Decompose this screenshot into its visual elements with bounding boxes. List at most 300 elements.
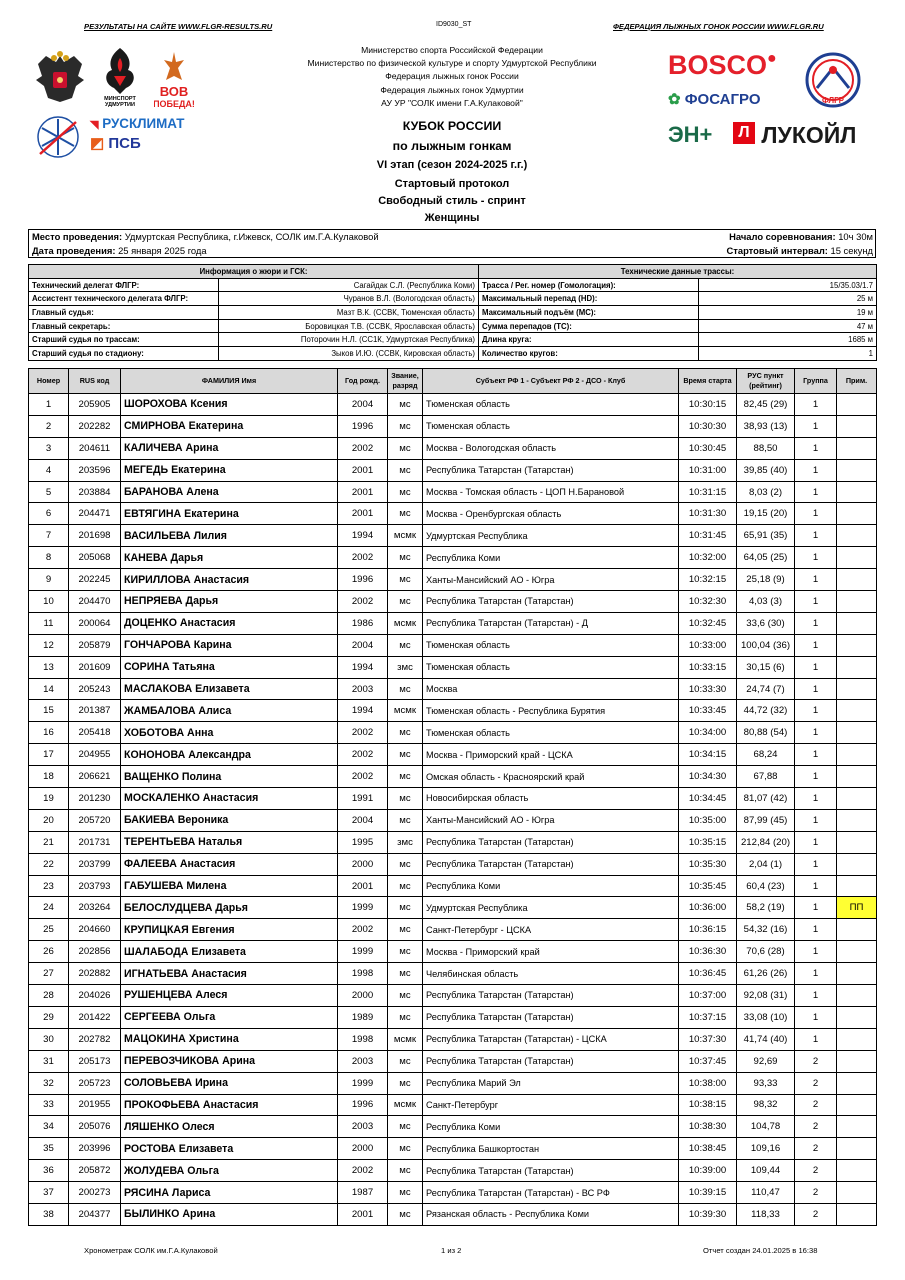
cell-athlete-name: ФАЛЕЕВА Анастасия bbox=[121, 853, 338, 875]
cell-bib-number: 4 bbox=[29, 459, 69, 481]
cell-group: 1 bbox=[795, 481, 837, 503]
table-row bbox=[29, 985, 877, 1007]
cell-start-time: 10:36:30 bbox=[679, 941, 737, 963]
cell-note bbox=[837, 1160, 877, 1182]
cell-region: Москва bbox=[423, 678, 679, 700]
cell-rus-code: 201387 bbox=[69, 700, 121, 722]
cell-athlete-name: ВАЩЕНКО Полина bbox=[121, 766, 338, 788]
interval-value: 15 секунд bbox=[830, 245, 873, 256]
cell-region: Ханты-Мансийский АО - Югра bbox=[423, 809, 679, 831]
cell-birth-year: 2002 bbox=[338, 591, 388, 613]
cell-start-time: 10:33:30 bbox=[679, 678, 737, 700]
cell-group: 1 bbox=[795, 1028, 837, 1050]
cell-bib-number: 35 bbox=[29, 1138, 69, 1160]
cell-bib-number: 21 bbox=[29, 831, 69, 853]
jury-row bbox=[29, 347, 479, 361]
cell-rus-code: 205905 bbox=[69, 394, 121, 416]
cell-group: 1 bbox=[795, 766, 837, 788]
jury-table bbox=[28, 264, 479, 361]
cell-rus-points: 109,16 bbox=[737, 1138, 795, 1160]
cell-athlete-name: РУШЕНЦЕВА Алеся bbox=[121, 985, 338, 1007]
cell-rus-points: 93,33 bbox=[737, 1072, 795, 1094]
cell-rus-code: 201230 bbox=[69, 788, 121, 810]
cell-birth-year: 1998 bbox=[338, 963, 388, 985]
cell-note bbox=[837, 809, 877, 831]
cell-region: Москва - Приморский край - ЦСКА bbox=[423, 744, 679, 766]
cell-start-time: 10:31:00 bbox=[679, 459, 737, 481]
cell-bib-number: 16 bbox=[29, 722, 69, 744]
cell-group: 1 bbox=[795, 853, 837, 875]
cell-bib-number: 22 bbox=[29, 853, 69, 875]
col-header-group: Группа bbox=[795, 369, 837, 394]
cell-birth-year: 1994 bbox=[338, 656, 388, 678]
federation-site-link[interactable]: ФЕДЕРАЦИЯ ЛЫЖНЫХ ГОНОК РОССИИ WWW.FLGR.RU bbox=[613, 22, 824, 31]
table-row bbox=[29, 1050, 877, 1072]
cell-bib-number: 2 bbox=[29, 415, 69, 437]
cell-athlete-name: ШАЛАБОДА Елизавета bbox=[121, 941, 338, 963]
cell-athlete-name: ЛЯШЕНКО Олеся bbox=[121, 1116, 338, 1138]
venue-place bbox=[32, 231, 379, 242]
cell-start-time: 10:39:00 bbox=[679, 1160, 737, 1182]
jury-person: Мазт В.К. (ССВК, Тюменская область) bbox=[219, 306, 479, 320]
cell-birth-year: 2002 bbox=[338, 1160, 388, 1182]
fosagro-logo-text: ФОСАГРО bbox=[684, 91, 761, 108]
track-param: Количество кругов: bbox=[479, 347, 699, 361]
cell-rus-points: 118,33 bbox=[737, 1203, 795, 1225]
cell-athlete-name: СМИРНОВА Екатерина bbox=[121, 415, 338, 437]
cell-birth-year: 2002 bbox=[338, 722, 388, 744]
cell-group: 1 bbox=[795, 831, 837, 853]
cell-bib-number: 11 bbox=[29, 612, 69, 634]
cell-rus-code: 205418 bbox=[69, 722, 121, 744]
cell-group: 1 bbox=[795, 591, 837, 613]
cell-birth-year: 2001 bbox=[338, 1203, 388, 1225]
cell-region: Республика Татарстан (Татарстан) bbox=[423, 985, 679, 1007]
cell-start-time: 10:38:45 bbox=[679, 1138, 737, 1160]
cell-rus-code: 202856 bbox=[69, 941, 121, 963]
cell-rus-points: 70,6 (28) bbox=[737, 941, 795, 963]
cell-sport-rank: мс bbox=[388, 547, 423, 569]
cell-rus-points: 65,91 (35) bbox=[737, 525, 795, 547]
cell-sport-rank: мсмк bbox=[388, 612, 423, 634]
cell-rus-code: 202245 bbox=[69, 569, 121, 591]
cell-athlete-name: ПРОКОФЬЕВА Анастасия bbox=[121, 1094, 338, 1116]
cell-group: 2 bbox=[795, 1072, 837, 1094]
cell-note bbox=[837, 722, 877, 744]
cell-rus-points: 68,24 bbox=[737, 744, 795, 766]
cell-sport-rank: мс bbox=[388, 788, 423, 810]
cell-start-time: 10:33:45 bbox=[679, 700, 737, 722]
cell-rus-points: 33,08 (10) bbox=[737, 1006, 795, 1028]
table-row bbox=[29, 1028, 877, 1050]
cell-start-time: 10:30:30 bbox=[679, 415, 737, 437]
cell-region: Москва - Оренбургская область bbox=[423, 503, 679, 525]
track-param: Сумма перепадов (TC): bbox=[479, 319, 699, 333]
cell-group: 2 bbox=[795, 1094, 837, 1116]
cell-note bbox=[837, 853, 877, 875]
cell-group: 1 bbox=[795, 963, 837, 985]
cell-rus-code: 201731 bbox=[69, 831, 121, 853]
cell-rus-code: 204026 bbox=[69, 985, 121, 1007]
jury-person: Боровицкая Т.В. (ССВК, Ярославская область) bbox=[219, 319, 479, 333]
svg-text:ПОБЕДА!: ПОБЕДА! bbox=[154, 99, 194, 109]
cell-sport-rank: мсмк bbox=[388, 1094, 423, 1116]
cell-rus-code: 202782 bbox=[69, 1028, 121, 1050]
cell-note bbox=[837, 1050, 877, 1072]
cell-rus-points: 67,88 bbox=[737, 766, 795, 788]
table-row bbox=[29, 394, 877, 416]
cell-start-time: 10:39:30 bbox=[679, 1203, 737, 1225]
table-row bbox=[29, 656, 877, 678]
cell-sport-rank: мс bbox=[388, 591, 423, 613]
competition-title bbox=[250, 117, 654, 176]
gender-line: Женщины bbox=[424, 212, 480, 224]
cell-rus-points: 87,99 (45) bbox=[737, 809, 795, 831]
document-id: ID9030_ST bbox=[436, 21, 472, 28]
cell-group: 1 bbox=[795, 569, 837, 591]
cell-start-time: 10:37:45 bbox=[679, 1050, 737, 1072]
cell-sport-rank: мс bbox=[388, 1203, 423, 1225]
cell-region: Челябинская область bbox=[423, 963, 679, 985]
cell-rus-code: 204377 bbox=[69, 1203, 121, 1225]
cell-athlete-name: КАЛИЧЕВА Арина bbox=[121, 437, 338, 459]
cell-group: 1 bbox=[795, 809, 837, 831]
cell-bib-number: 13 bbox=[29, 656, 69, 678]
table-row bbox=[29, 941, 877, 963]
cell-start-time: 10:32:30 bbox=[679, 591, 737, 613]
cell-region: Тюменская область bbox=[423, 394, 679, 416]
cell-note bbox=[837, 941, 877, 963]
cell-athlete-name: БЕЛОСЛУДЦЕВА Дарья bbox=[121, 897, 338, 919]
cell-bib-number: 9 bbox=[29, 569, 69, 591]
table-row bbox=[29, 831, 877, 853]
cell-sport-rank: мс bbox=[388, 985, 423, 1007]
cell-start-time: 10:38:15 bbox=[679, 1094, 737, 1116]
interval-label: Стартовый интервал: bbox=[726, 245, 828, 256]
cell-athlete-name: БАКИЕВА Вероника bbox=[121, 809, 338, 831]
jury-person: Зыков И.Ю. (ССВК, Кировская область) bbox=[219, 347, 479, 361]
table-row bbox=[29, 415, 877, 437]
cell-group: 2 bbox=[795, 1138, 837, 1160]
cell-birth-year: 1995 bbox=[338, 831, 388, 853]
jury-table-title: Информация о жюри и ГСК: bbox=[29, 265, 479, 279]
cell-note bbox=[837, 1138, 877, 1160]
cell-start-time: 10:34:00 bbox=[679, 722, 737, 744]
cell-group: 2 bbox=[795, 1116, 837, 1138]
cell-note bbox=[837, 656, 877, 678]
russia-coat-of-arms-logo bbox=[34, 50, 86, 106]
cell-birth-year: 2002 bbox=[338, 919, 388, 941]
cell-rus-code: 205243 bbox=[69, 678, 121, 700]
cell-rus-points: 80,88 (54) bbox=[737, 722, 795, 744]
track-value: 19 м bbox=[699, 306, 877, 320]
flgr-logo-text: ФЛГР bbox=[821, 96, 844, 105]
cell-group: 1 bbox=[795, 656, 837, 678]
cell-birth-year: 1999 bbox=[338, 941, 388, 963]
cell-note bbox=[837, 547, 877, 569]
table-row bbox=[29, 1094, 877, 1116]
table-row bbox=[29, 1006, 877, 1028]
date-label: Дата проведения: bbox=[32, 245, 116, 256]
cell-athlete-name: БЫЛИНКО Арина bbox=[121, 1203, 338, 1225]
cell-group: 1 bbox=[795, 525, 837, 547]
cell-rus-points: 61,26 (26) bbox=[737, 963, 795, 985]
cell-sport-rank: змс bbox=[388, 831, 423, 853]
cell-group: 1 bbox=[795, 744, 837, 766]
cell-start-time: 10:34:45 bbox=[679, 788, 737, 810]
track-row bbox=[479, 306, 877, 320]
table-row bbox=[29, 547, 877, 569]
cell-athlete-name: СОЛОВЬЕВА Ирина bbox=[121, 1072, 338, 1094]
cell-sport-rank: мс bbox=[388, 809, 423, 831]
jury-role: Ассистент технического делегата ФЛГР: bbox=[29, 292, 219, 306]
cell-note bbox=[837, 525, 877, 547]
cell-sport-rank: мс bbox=[388, 634, 423, 656]
cell-rus-code: 205720 bbox=[69, 809, 121, 831]
cell-sport-rank: мс bbox=[388, 1006, 423, 1028]
cell-rus-code: 201698 bbox=[69, 525, 121, 547]
track-param: Максимальный подъём (MC): bbox=[479, 306, 699, 320]
cell-note bbox=[837, 1116, 877, 1138]
cell-bib-number: 23 bbox=[29, 875, 69, 897]
protocol-title bbox=[250, 176, 654, 227]
cell-rus-points: 212,84 (20) bbox=[737, 831, 795, 853]
cell-sport-rank: мсмк bbox=[388, 1028, 423, 1050]
cell-athlete-name: МАСЛАКОВА Елизавета bbox=[121, 678, 338, 700]
cell-group: 2 bbox=[795, 1160, 837, 1182]
cell-note bbox=[837, 831, 877, 853]
cell-start-time: 10:37:00 bbox=[679, 985, 737, 1007]
cell-region: Москва - Вологодская область bbox=[423, 437, 679, 459]
cell-birth-year: 1994 bbox=[338, 700, 388, 722]
start-value: 10ч 30м bbox=[838, 231, 873, 242]
cell-region: Республика Татарстан (Татарстан) bbox=[423, 1160, 679, 1182]
cell-region: Республика Коми bbox=[423, 875, 679, 897]
psb-logo-text: ПСБ bbox=[108, 135, 141, 152]
cell-note bbox=[837, 766, 877, 788]
cell-birth-year: 1996 bbox=[338, 415, 388, 437]
cell-rus-code: 204955 bbox=[69, 744, 121, 766]
cell-bib-number: 33 bbox=[29, 1094, 69, 1116]
cell-start-time: 10:37:30 bbox=[679, 1028, 737, 1050]
table-row bbox=[29, 1116, 877, 1138]
cell-start-time: 10:30:15 bbox=[679, 394, 737, 416]
rusklimat-logo-text: РУСКЛИМАТ bbox=[102, 116, 185, 131]
cell-region: Республика Марий Эл bbox=[423, 1072, 679, 1094]
jury-person: Сагайдак С.Л. (Республика Коми) bbox=[219, 278, 479, 292]
cell-birth-year: 2001 bbox=[338, 503, 388, 525]
track-value: 25 м bbox=[699, 292, 877, 306]
organizer-line: Федерация лыжных гонок России bbox=[385, 71, 519, 82]
fosagro-logo: ✿ ФОСАГРО bbox=[668, 91, 761, 108]
cell-group: 1 bbox=[795, 919, 837, 941]
cell-birth-year: 1986 bbox=[338, 612, 388, 634]
col-header-rus-points: РУС пункт (рейтинг) bbox=[737, 369, 795, 394]
cell-rus-code: 204471 bbox=[69, 503, 121, 525]
organizer-line: АУ УР "СОЛК имени Г.А.Кулаковой" bbox=[381, 97, 523, 108]
start-label: Начало соревнования: bbox=[729, 231, 836, 242]
title-line-2: по лыжным гонкам bbox=[392, 138, 512, 153]
cell-sport-rank: мс bbox=[388, 481, 423, 503]
cell-rus-code: 203884 bbox=[69, 481, 121, 503]
cell-sport-rank: мс bbox=[388, 1072, 423, 1094]
cell-bib-number: 31 bbox=[29, 1050, 69, 1072]
cell-rus-code: 205068 bbox=[69, 547, 121, 569]
cell-start-time: 10:38:30 bbox=[679, 1116, 737, 1138]
cell-birth-year: 2000 bbox=[338, 853, 388, 875]
cell-rus-code: 201422 bbox=[69, 1006, 121, 1028]
cell-note bbox=[837, 415, 877, 437]
table-header-row bbox=[29, 369, 877, 394]
cell-bib-number: 12 bbox=[29, 634, 69, 656]
cell-sport-rank: мс bbox=[388, 722, 423, 744]
cell-sport-rank: мс bbox=[388, 875, 423, 897]
cell-rus-points: 92,08 (31) bbox=[737, 985, 795, 1007]
cell-birth-year: 2004 bbox=[338, 394, 388, 416]
cell-note bbox=[837, 459, 877, 481]
cell-sport-rank: мс bbox=[388, 678, 423, 700]
venue-date bbox=[32, 245, 207, 256]
cell-rus-points: 30,15 (6) bbox=[737, 656, 795, 678]
track-param: Трасса / Рег. номер (Гомологация): bbox=[479, 278, 699, 292]
cell-group: 2 bbox=[795, 1203, 837, 1225]
cell-birth-year: 2004 bbox=[338, 809, 388, 831]
psb-logo: ◩ ПСБ bbox=[90, 135, 141, 152]
cell-athlete-name: ИГНАТЬЕВА Анастасия bbox=[121, 963, 338, 985]
col-header-region: Субъект РФ 1 - Субъект РФ 2 - ДСО - Клуб bbox=[423, 369, 679, 394]
cell-rus-code: 203996 bbox=[69, 1138, 121, 1160]
table-row bbox=[29, 1160, 877, 1182]
cell-birth-year: 2003 bbox=[338, 1116, 388, 1138]
cell-region: Республика Башкортостан bbox=[423, 1138, 679, 1160]
cell-athlete-name: ДОЦЕНКО Анастасия bbox=[121, 612, 338, 634]
cell-rus-code: 203793 bbox=[69, 875, 121, 897]
cell-bib-number: 5 bbox=[29, 481, 69, 503]
col-header-rank: Звание, разряд bbox=[388, 369, 423, 394]
cell-start-time: 10:35:15 bbox=[679, 831, 737, 853]
table-row bbox=[29, 591, 877, 613]
place-label: Место проведения: bbox=[32, 231, 123, 242]
cell-start-time: 10:35:00 bbox=[679, 809, 737, 831]
cell-athlete-name: КАНЕВА Дарья bbox=[121, 547, 338, 569]
results-site-link[interactable]: РЕЗУЛЬТАТЫ НА САЙТЕ WWW.FLGR-RESULTS.RU bbox=[84, 22, 273, 31]
protocol-line: Стартовый протокол bbox=[394, 178, 510, 190]
cell-group: 1 bbox=[795, 897, 837, 919]
start-interval bbox=[727, 245, 874, 256]
table-row bbox=[29, 766, 877, 788]
cell-rus-code: 203799 bbox=[69, 853, 121, 875]
cell-birth-year: 2001 bbox=[338, 481, 388, 503]
cell-rus-points: 41,74 (40) bbox=[737, 1028, 795, 1050]
cell-start-time: 10:32:00 bbox=[679, 547, 737, 569]
table-row bbox=[29, 722, 877, 744]
cell-note: ПП bbox=[837, 897, 877, 919]
table-row bbox=[29, 1182, 877, 1204]
cell-bib-number: 32 bbox=[29, 1072, 69, 1094]
cell-note bbox=[837, 503, 877, 525]
cell-start-time: 10:38:00 bbox=[679, 1072, 737, 1094]
col-header-number: Номер bbox=[29, 369, 69, 394]
footer-page-number: 1 из 2 bbox=[441, 1246, 462, 1255]
table-row bbox=[29, 1138, 877, 1160]
cell-region: Республика Татарстан (Татарстан) - Д bbox=[423, 612, 679, 634]
table-row bbox=[29, 700, 877, 722]
cell-athlete-name: ГОНЧАРОВА Карина bbox=[121, 634, 338, 656]
cell-athlete-name: МАЦОКИНА Христина bbox=[121, 1028, 338, 1050]
table-row bbox=[29, 569, 877, 591]
cell-rus-points: 4,03 (3) bbox=[737, 591, 795, 613]
cell-group: 1 bbox=[795, 547, 837, 569]
cell-start-time: 10:30:45 bbox=[679, 437, 737, 459]
cell-note bbox=[837, 985, 877, 1007]
table-row bbox=[29, 1203, 877, 1225]
cell-group: 1 bbox=[795, 415, 837, 437]
cell-group: 1 bbox=[795, 459, 837, 481]
cell-note bbox=[837, 919, 877, 941]
table-row bbox=[29, 503, 877, 525]
jury-person: Поторочин Н.Л. (СС1К, Удмуртская Республика) bbox=[219, 333, 479, 347]
cell-birth-year: 2002 bbox=[338, 547, 388, 569]
cell-rus-points: 109,44 bbox=[737, 1160, 795, 1182]
cell-region: Республика Татарстан (Татарстан) - ВС РФ bbox=[423, 1182, 679, 1204]
cell-birth-year: 2000 bbox=[338, 985, 388, 1007]
cell-region: Республика Татарстан (Татарстан) bbox=[423, 459, 679, 481]
cell-region: Тюменская область bbox=[423, 722, 679, 744]
cell-sport-rank: мс bbox=[388, 437, 423, 459]
cell-note bbox=[837, 394, 877, 416]
cell-bib-number: 6 bbox=[29, 503, 69, 525]
cell-birth-year: 1994 bbox=[338, 525, 388, 547]
jury-person: Чуранов В.Л. (Вологодская область) bbox=[219, 292, 479, 306]
table-row bbox=[29, 744, 877, 766]
cell-athlete-name: МОСКАЛЕНКО Анастасия bbox=[121, 788, 338, 810]
cell-bib-number: 14 bbox=[29, 678, 69, 700]
cell-rus-points: 44,72 (32) bbox=[737, 700, 795, 722]
bosco-logo-text: BOSCO bbox=[668, 50, 768, 80]
col-header-start-time: Время старта bbox=[679, 369, 737, 394]
victory-80-logo bbox=[154, 50, 194, 110]
start-list-table bbox=[28, 368, 877, 1226]
cell-sport-rank: мс bbox=[388, 1182, 423, 1204]
cell-bib-number: 37 bbox=[29, 1182, 69, 1204]
cell-group: 1 bbox=[795, 722, 837, 744]
cell-region: Санкт-Петербург bbox=[423, 1094, 679, 1116]
cell-group: 1 bbox=[795, 875, 837, 897]
cell-bib-number: 20 bbox=[29, 809, 69, 831]
jury-row bbox=[29, 319, 479, 333]
cell-group: 1 bbox=[795, 634, 837, 656]
cell-note bbox=[837, 788, 877, 810]
cell-birth-year: 1998 bbox=[338, 1028, 388, 1050]
cell-bib-number: 24 bbox=[29, 897, 69, 919]
cell-sport-rank: мс bbox=[388, 919, 423, 941]
cell-rus-points: 60,4 (23) bbox=[737, 875, 795, 897]
date-value: 25 января 2025 года bbox=[118, 245, 207, 256]
cell-region: Омская область - Красноярский край bbox=[423, 766, 679, 788]
cell-group: 1 bbox=[795, 985, 837, 1007]
cell-group: 1 bbox=[795, 941, 837, 963]
cell-start-time: 10:33:00 bbox=[679, 634, 737, 656]
track-value: 1685 м bbox=[699, 333, 877, 347]
jury-role: Технический делегат ФЛГР: bbox=[29, 278, 219, 292]
cell-sport-rank: мс bbox=[388, 963, 423, 985]
jury-role: Главный судья: bbox=[29, 306, 219, 320]
bosco-logo: BOSCO● bbox=[668, 50, 777, 80]
cell-bib-number: 29 bbox=[29, 1006, 69, 1028]
table-row bbox=[29, 919, 877, 941]
cell-sport-rank: мс bbox=[388, 459, 423, 481]
cell-bib-number: 34 bbox=[29, 1116, 69, 1138]
